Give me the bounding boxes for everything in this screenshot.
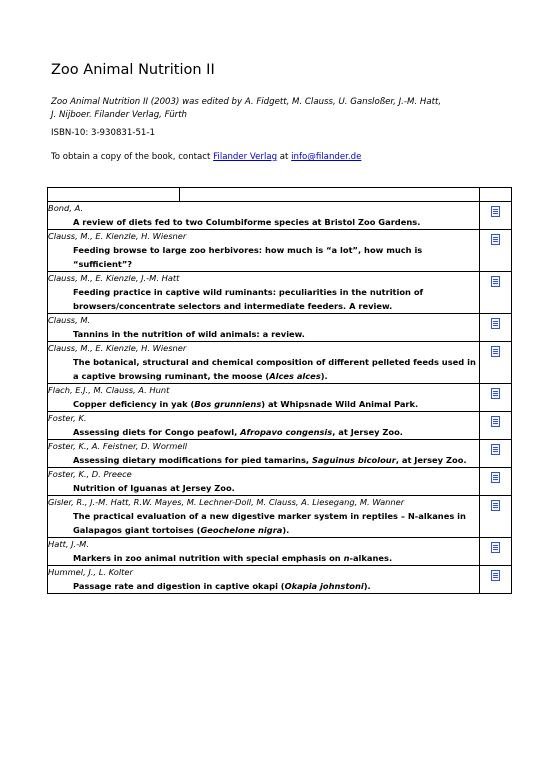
reference-cell: [48, 538, 480, 566]
reference-authors: Clauss, M., E. Kienzle, H. Wiesner: [48, 343, 187, 353]
species-name: Saguinus bicolour: [311, 455, 396, 465]
header-cell: [48, 188, 180, 202]
title-segment: Assessing dietary modifications for pied tamarins,: [73, 455, 312, 465]
reference-authors: Gisler, R., J.-M. Hatt, R.W. Mayes, M. Lechner-Doll, M. Clauss, A. Liesegang, M. Wanner: [48, 497, 405, 507]
reference-authors: Foster, K.: [48, 413, 87, 423]
title-segment: Copper deficiency in yak (: [73, 399, 195, 409]
species-name: Geochelone nigra: [200, 525, 283, 535]
title-segment: Markers in zoo animal nutrition with special emphasis on: [73, 553, 344, 563]
reference-title: [48, 425, 479, 439]
pdf-link-cell: [480, 496, 512, 538]
title-segment: ).: [320, 371, 328, 381]
pdf-document-icon[interactable]: [491, 234, 500, 245]
pdf-link-cell: [480, 468, 512, 496]
species-name: n: [343, 553, 350, 563]
table-row: [48, 468, 512, 496]
reference-cell: [48, 468, 480, 496]
table-row: [48, 230, 512, 272]
species-name: Bos grunniens: [194, 399, 262, 409]
pdf-link-cell: [480, 384, 512, 412]
reference-title: [48, 285, 479, 313]
reference-title: [48, 481, 479, 495]
title-segment: The botanical, structural and chemical composition of different pelleted feeds used in a captive browsing ruminant, the moose (: [73, 357, 476, 381]
pdf-link-cell: [480, 566, 512, 594]
reference-cell: [48, 202, 480, 230]
pdf-link-cell: [480, 412, 512, 440]
table-row: [48, 272, 512, 314]
reference-cell: [48, 342, 480, 384]
pdf-document-icon[interactable]: [491, 444, 500, 455]
pdf-link-cell: [480, 230, 512, 272]
reference-title: [48, 243, 479, 271]
filander-verlag-link[interactable]: Filander Verlag: [213, 152, 278, 162]
pdf-link-cell: [480, 538, 512, 566]
header-cell: [480, 188, 512, 202]
pdf-document-icon[interactable]: [491, 472, 500, 483]
reference-authors: Clauss, M., E. Kienzle, H. Wiesner: [48, 231, 187, 241]
pdf-document-icon[interactable]: [491, 416, 500, 427]
reference-authors: Flach, E.J., M. Clauss, A. Hunt: [48, 385, 170, 395]
pdf-document-icon[interactable]: [491, 276, 500, 287]
pdf-document-icon[interactable]: [491, 346, 500, 357]
reference-authors: Bond, A.: [48, 203, 84, 213]
title-segment: , at Jersey Zoo.: [395, 455, 467, 465]
reference-title: [48, 397, 479, 411]
reference-title: [48, 215, 479, 229]
pdf-document-icon[interactable]: [491, 570, 500, 581]
reference-authors: Clauss, M., E. Kienzle, J.-M. Hatt: [48, 273, 180, 283]
title-segment: Feeding practice in captive wild ruminants: peculiarities in the nutrition of browsers/concentrate selectors and intermediate feeders. A review.: [73, 287, 424, 311]
reference-cell: [48, 566, 480, 594]
pdf-link-cell: [480, 314, 512, 342]
reference-authors: Clauss, M.: [48, 315, 91, 325]
pdf-document-icon[interactable]: [491, 318, 500, 329]
pdf-link-cell: [480, 272, 512, 314]
isbn-text: ISBN-10: 3-930831-51-1: [51, 128, 155, 138]
pdf-document-icon[interactable]: [491, 388, 500, 399]
reference-cell: [48, 384, 480, 412]
table-header-row: [48, 188, 512, 202]
reference-authors: Hummel, J., L. Kolter: [48, 567, 133, 577]
table-row: [48, 412, 512, 440]
contact-middle: at: [277, 152, 292, 162]
pdf-link-cell: [480, 342, 512, 384]
reference-authors: Hatt, J.-M.: [48, 539, 89, 549]
header-cell: [180, 188, 480, 202]
reference-title: [48, 453, 479, 467]
page-title: Zoo Animal Nutrition II: [51, 62, 215, 78]
reference-cell: [48, 496, 480, 538]
intro-text: [51, 96, 511, 122]
reference-title: [48, 551, 479, 565]
contact-prefix: To obtain a copy of the book, contact: [51, 152, 214, 162]
species-name: Afropavo congensis: [240, 427, 333, 437]
reference-title: [48, 327, 479, 341]
reference-cell: [48, 272, 480, 314]
table-row: [48, 496, 512, 538]
pdf-link-cell: [480, 202, 512, 230]
intro-line-1: Zoo Animal Nutrition II (2003) was edited by A. Fidgett, M. Clauss, U. Gansloßer, J.-M. Hatt,: [51, 97, 442, 107]
table-row: [48, 566, 512, 594]
reference-authors: Foster, K., D. Preece: [48, 469, 132, 479]
title-segment: ).: [363, 581, 371, 591]
pdf-document-icon[interactable]: [491, 206, 500, 217]
references-table: [47, 187, 512, 594]
table-row: [48, 384, 512, 412]
reference-authors: Foster, K., A. Feistner, D. Wormell: [48, 441, 188, 451]
reference-cell: [48, 412, 480, 440]
pdf-link-cell: [480, 440, 512, 468]
species-name: Alces alces: [269, 371, 321, 381]
title-segment: ) at Whipsnade Wild Animal Park.: [261, 399, 419, 409]
reference-cell: [48, 230, 480, 272]
reference-title: [48, 509, 479, 537]
email-link[interactable]: info@filander.de: [291, 152, 362, 162]
title-segment: ).: [282, 525, 290, 535]
title-segment: A review of diets fed to two Columbiforme species at Bristol Zoo Gardens.: [73, 217, 421, 227]
title-segment: , at Jersey Zoo.: [332, 427, 403, 437]
title-segment: Tannins in the nutrition of wild animals: a review.: [73, 329, 305, 339]
title-segment: Nutrition of Iguanas at Jersey Zoo.: [73, 483, 235, 493]
table-row: [48, 314, 512, 342]
title-segment: Feeding browse to large zoo herbivores: how much is “a lot”, how much is “sufficient”?: [73, 245, 423, 269]
reference-cell: [48, 314, 480, 342]
table-row: [48, 538, 512, 566]
reference-cell: [48, 440, 480, 468]
reference-title: [48, 355, 479, 383]
title-segment: -alkanes.: [349, 553, 393, 563]
table-row: [48, 342, 512, 384]
title-segment: The practical evaluation of a new digestive marker system in reptiles – N-alkanes in Galapagos giant tortoises (: [73, 511, 466, 535]
reference-title: [48, 579, 479, 593]
table-row: [48, 202, 512, 230]
title-segment: Passage rate and digestion in captive okapi (: [73, 581, 285, 591]
pdf-document-icon[interactable]: [491, 500, 500, 511]
intro-line-2: J. Nijboer. Filander Verlag, Fürth: [51, 110, 188, 120]
contact-text: [51, 152, 361, 162]
pdf-document-icon[interactable]: [491, 542, 500, 553]
title-segment: Assessing diets for Congo peafowl,: [73, 427, 241, 437]
species-name: Okapia johnstoni: [284, 581, 364, 591]
table-row: [48, 440, 512, 468]
